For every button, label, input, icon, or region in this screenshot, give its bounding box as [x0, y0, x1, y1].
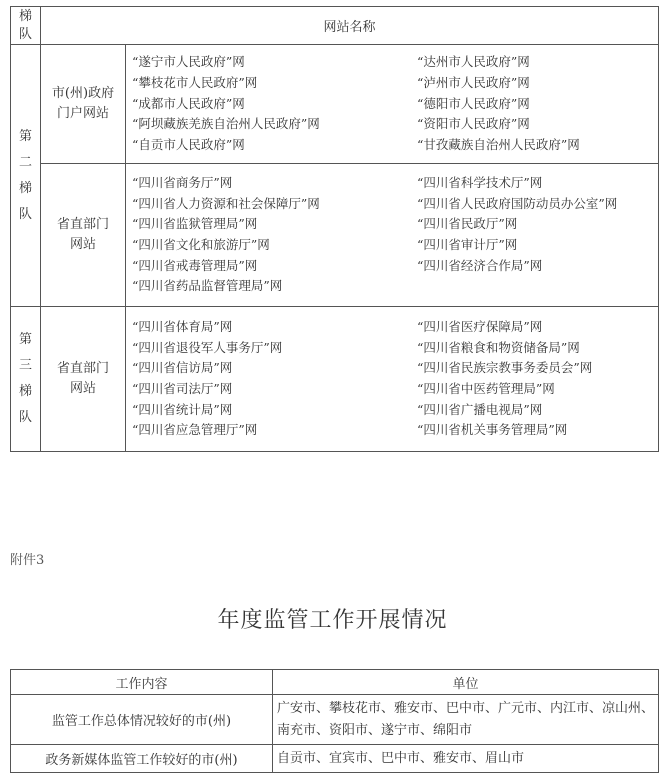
attachment-label: 附件3 — [10, 553, 45, 568]
site-list-left — [132, 52, 417, 155]
table-row — [11, 695, 659, 745]
list-item: “四川省民政厅”网 — [417, 216, 518, 232]
list-item: “四川省广播电视局”网 — [417, 401, 543, 417]
list-item: “四川省中医药管理局”网 — [417, 381, 555, 396]
category-cell: 市(州)政府门户网站 — [41, 45, 126, 164]
list-item: “四川省司法厅”网 — [132, 381, 233, 396]
work-item-cell: 政务新媒体监管工作较好的市(州) — [11, 745, 273, 773]
list-item: “阿坝藏族羌族自治州人民政府”网 — [132, 116, 320, 132]
list-item: “四川省商务厅”网 — [132, 174, 233, 190]
list-item: “泸州市人民政府”网 — [417, 74, 530, 90]
work-status-table — [10, 669, 659, 773]
unit-list-cell: 自贡市、宜宾市、巴中市、雅安市、眉山市 — [273, 745, 659, 773]
list-item: “甘孜藏族自治州人民政府”网 — [417, 137, 580, 153]
list-item: “四川省科学技术厅”网 — [417, 174, 543, 190]
site-list-cell — [126, 45, 659, 164]
site-list-right — [417, 173, 665, 276]
tier-2-cell: 第二梯队 — [11, 45, 41, 307]
table-header-row — [11, 7, 659, 45]
table-row — [11, 745, 659, 773]
list-item: “四川省人民政府国防动员办公室”网 — [417, 195, 618, 211]
list-item: “自贡市人民政府”网 — [132, 137, 245, 153]
list-item: “资阳市人民政府”网 — [417, 116, 530, 132]
category-cell: 省直部门网站 — [41, 164, 126, 307]
list-item: “四川省民族宗教事务委员会”网 — [417, 360, 593, 376]
table-header-row — [11, 670, 659, 695]
list-item: “四川省戒毒管理局”网 — [132, 257, 258, 273]
list-item: “四川省文化和旅游厅”网 — [132, 237, 270, 252]
work-item-cell: 监管工作总体情况较好的市(州) — [11, 695, 273, 745]
list-item: “四川省退役军人事务厅”网 — [132, 339, 283, 355]
table-row — [11, 45, 659, 164]
list-item: “遂宁市人民政府”网 — [132, 54, 245, 70]
list-item: “四川省粮食和物资储备局”网 — [417, 339, 580, 355]
list-item: “四川省应急管理厅”网 — [132, 422, 258, 438]
list-item: “四川省审计厅”网 — [417, 237, 518, 252]
table-row — [11, 307, 659, 452]
tier-3-cell: 第三梯队 — [11, 307, 41, 452]
site-list-right — [417, 317, 665, 441]
list-item: “四川省机关事务管理局”网 — [417, 422, 568, 438]
site-list-cell — [126, 307, 659, 452]
website-name-header: 网站名称 — [41, 7, 659, 45]
list-item: “德阳市人民政府”网 — [417, 95, 530, 111]
list-item: “成都市人民政府”网 — [132, 95, 245, 111]
list-item: “四川省体育局”网 — [132, 318, 233, 334]
category-cell: 省直部门网站 — [41, 307, 126, 452]
site-list-left — [132, 317, 417, 441]
list-item: “四川省统计局”网 — [132, 401, 233, 417]
unit-header: 单位 — [273, 670, 659, 695]
site-list-right — [417, 52, 665, 155]
list-item: “四川省监狱管理局”网 — [132, 216, 258, 232]
list-item: “四川省信访局”网 — [132, 360, 233, 376]
page-title: 年度监管工作开展情况 — [217, 608, 448, 633]
list-item: “达州市人民政府”网 — [417, 54, 530, 70]
table-row — [11, 164, 659, 307]
website-tier-table — [10, 6, 659, 452]
list-item: “四川省经济合作局”网 — [417, 257, 543, 273]
unit-list-cell: 广安市、攀枝花市、雅安市、巴中市、广元市、内江市、凉山州、南充市、资阳市、遂宁市、绵阳市 — [273, 695, 659, 745]
list-item: “四川省人力资源和社会保障厅”网 — [132, 195, 320, 211]
tier-header: 梯队 — [11, 7, 41, 45]
site-list-left — [132, 173, 417, 297]
list-item: “四川省医疗保障局”网 — [417, 318, 543, 334]
list-item: “四川省药品监督管理局”网 — [132, 278, 283, 294]
work-content-header: 工作内容 — [11, 670, 273, 695]
site-list-cell — [126, 164, 659, 307]
list-item: “攀枝花市人民政府”网 — [132, 74, 258, 90]
